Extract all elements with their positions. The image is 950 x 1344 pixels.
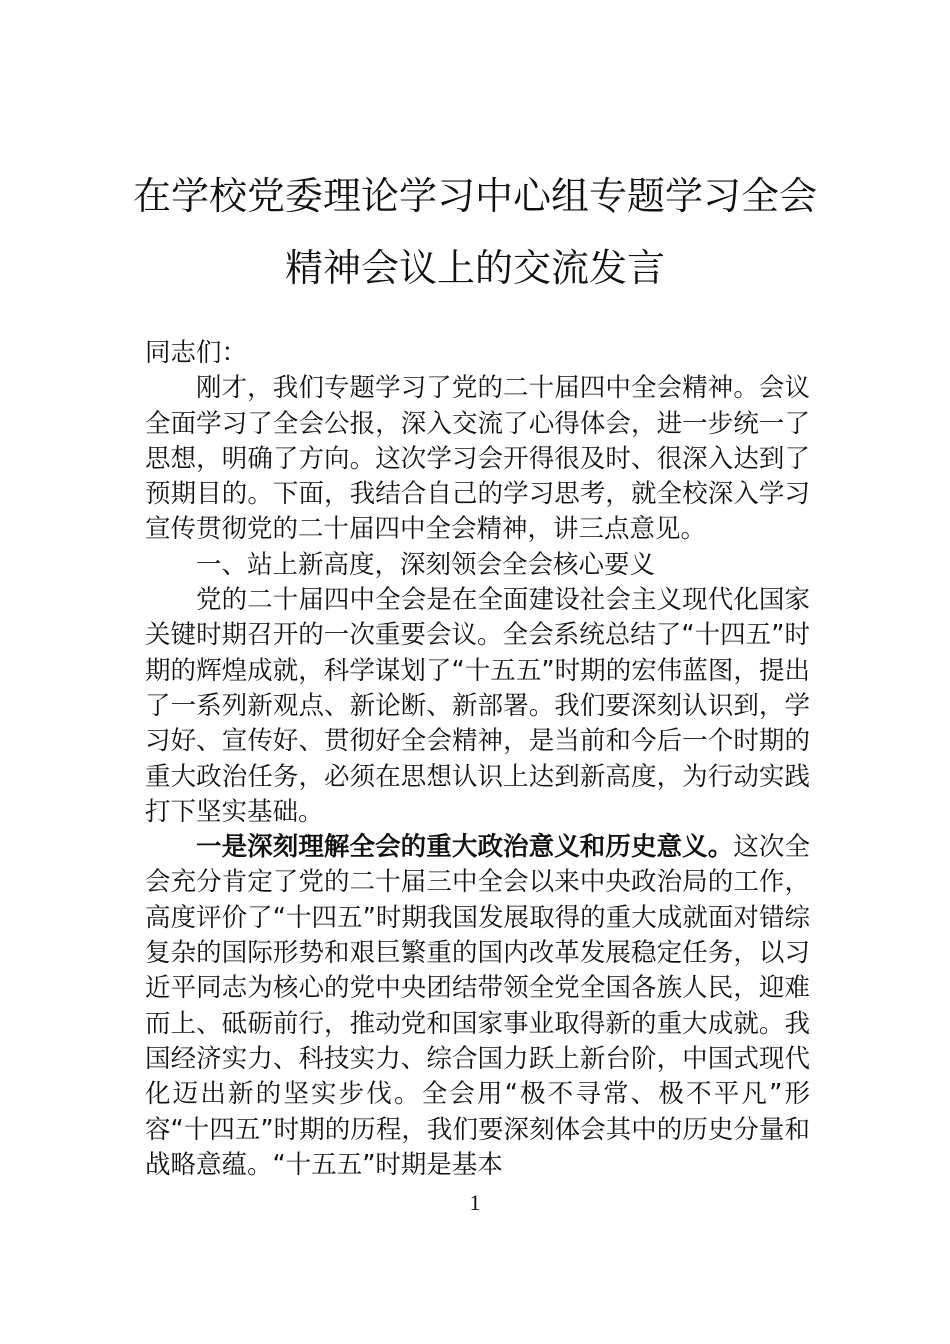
- greeting: 同志们：: [145, 338, 248, 368]
- document-body: [145, 336, 810, 1183]
- section-heading-1: 一、站上新高度，深刻领会全会核心要义: [196, 549, 656, 580]
- page-number: 1: [469, 1190, 481, 1215]
- document-title-line-1: 在学校党委理论学习中心组专题学习全会: [132, 174, 817, 218]
- paragraph-intro: 刚才，我们专题学习了党的二十届四中全会精神。会议全面学习了全会公报，深入交流了心得体会，进一步统一了思想，明确了方向。这次学习会开得很及时、很深入达到了预期目的。下面，我结合自己的学习思考，就全校深入学习宣传贯彻党的二十届四中全会精神，讲三点意见。: [145, 373, 810, 545]
- paragraph-section-1: 党的二十届四中全会是在全面建设社会主义现代化国家关键时期召开的一次重要会议。全会系统总结了“十四五”时期的辉煌成就，科学谋划了“十五五”时期的宏伟蓝图，提出了一系列新观点、新论断、新部署。我们要深刻认识到，学习好、宣传好、贯彻好全会精神，是当前和今后一个时期的重大政治任务，必须在思想认识上达到新高度，为行动实践打下坚实基础。: [145, 585, 810, 827]
- document-title-line-2: 精神会议上的交流发言: [284, 246, 665, 290]
- point-1-text: 这次全会充分肯定了党的二十届三中全会以来中央政治局的工作，高度评价了“十四五”时期我国发展取得的重大成就面对错综复杂的国际形势和艰巨繁重的国内改革发展稳定任务，以习近平同志为核心的党中央团结带领全党全国各族人民，迎难而上、砥砺前行，推动党和国家事业取得新的重大成就。我国经济实力、科技实力、综合国力跃上新台阶，中国式现代化迈出新的坚实步伐。全会用“极不寻常、极不平凡”形容“十四五”时期的历程，我们要深刻体会其中的历史分量和战略意蕴。“十五五”时期是基本: [145, 832, 810, 1180]
- point-1-lead: 一是深刻理解全会的重大政治意义和历史意义。: [196, 832, 734, 863]
- paragraph-point-1: [145, 830, 810, 1183]
